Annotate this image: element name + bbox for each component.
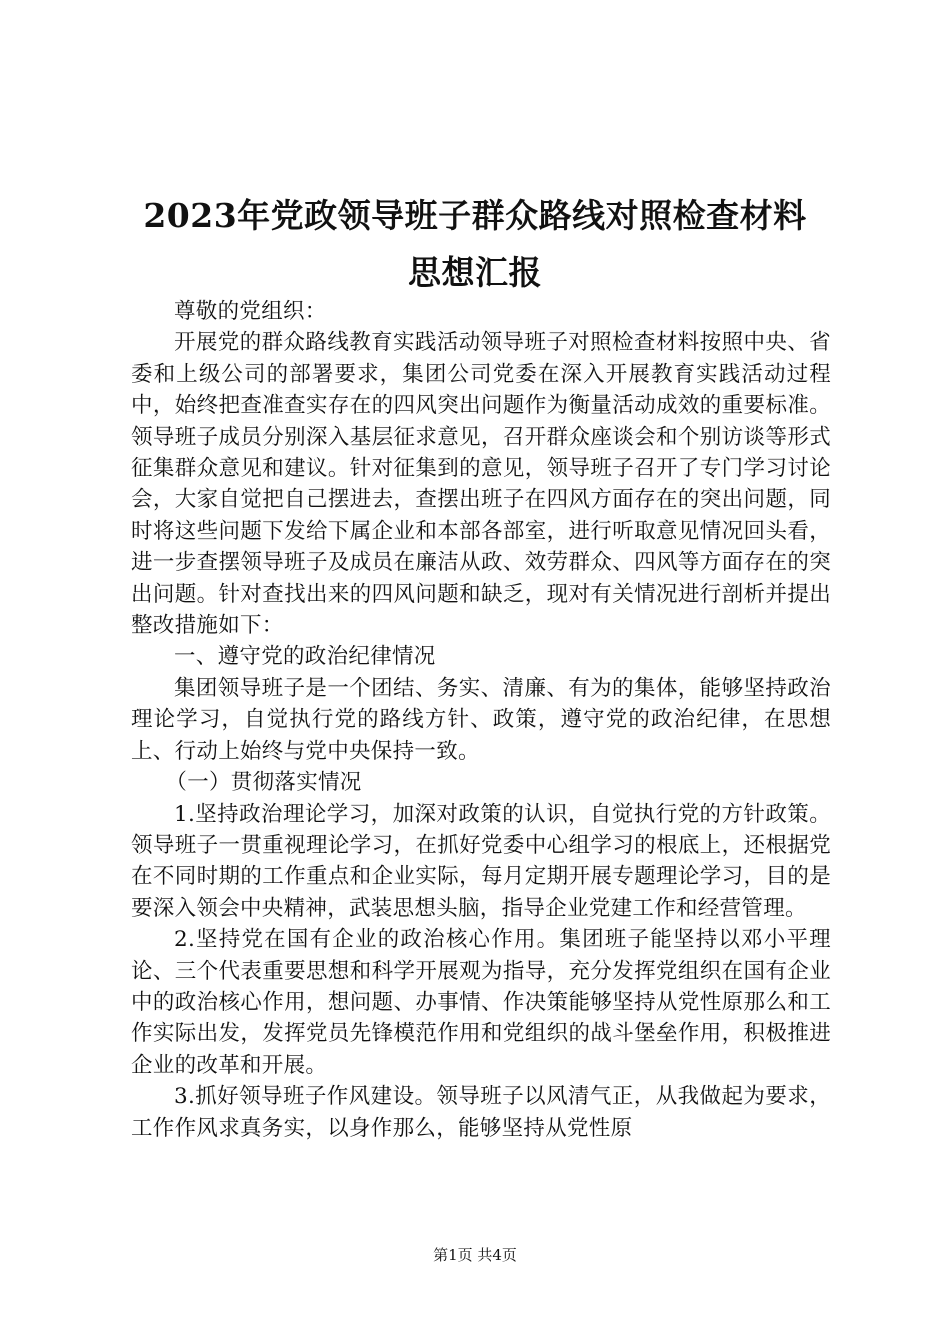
document-body bbox=[131, 296, 831, 1144]
section-heading: 一、遵守党的政治纪律情况 bbox=[174, 644, 436, 670]
body-paragraph: 1.坚持政治理论学习，加深对政策的认识，自觉执行党的方针政策。领导班子一贯重视理论学习，在抓好党委中心组学习的根底上，还根据党在不同时期的工作重点和企业实际，每月定期开展专题理论学习，目的是要深入领会中央精神，武装思想头脑，指导企业党建工作和经营管理。 bbox=[131, 801, 831, 921]
body-paragraph: 2.坚持党在国有企业的政治核心作用。集团班子能坚持以邓小平理论、三个代表重要思想和科学开展观为指导，充分发挥党组织在国有企业中的政治核心作用，想问题、办事情、作决策能够坚持从党性原那么和工作实际出发，发挥党员先锋模范作用和党组织的战斗堡垒作用，积极推进企业的改革和开展。 bbox=[131, 927, 831, 1078]
salutation: 尊敬的党组织： bbox=[174, 299, 327, 324]
body-paragraph: 开展党的群众路线教育实践活动领导班子对照检查材料按照中央、省委和上级公司的部署要求，集团公司党委在深入开展教育实践活动过程中，始终把查准查实存在的四风突出问题作为衡量活动成效的重要标准。领导班子成员分别深入基层征求意见，召开群众座谈会和个别访谈等形式征集群众意见和建议。针对征集到的意见，领导班子召开了专门学习讨论会，大家自觉把自己摆进去，查摆出班子在四风方面存在的突出问题，同时将这些问题下发给下属企业和本部各部室，进行听取意见情况回头看，进一步查摆领导班子及成员在廉洁从政、效劳群众、四风等方面存在的突出问题。针对查找出来的四风问题和缺乏，现对有关情况进行剖析并提出整改措施如下： bbox=[131, 330, 831, 639]
body-paragraph: 3.抓好领导班子作风建设。领导班子以风清气正，从我做起为要求，工作作风求真务实，以身作那么，能够坚持从党性原 bbox=[131, 1084, 831, 1141]
document-title: 2023年党政领导班子群众路线对照检查材料 bbox=[143, 196, 807, 235]
document-subtitle: 思想汇报 bbox=[408, 253, 542, 292]
body-paragraph: 集团领导班子是一个团结、务实、清廉、有为的集体，能够坚持政治理论学习，自觉执行党的路线方针、政策，遵守党的政治纪律，在思想上、行动上始终与党中央保持一致。 bbox=[131, 675, 831, 764]
subsection-heading: （一）贯彻落实情况 bbox=[165, 770, 362, 796]
page-footer: 第1页 共4页 bbox=[433, 1246, 517, 1264]
